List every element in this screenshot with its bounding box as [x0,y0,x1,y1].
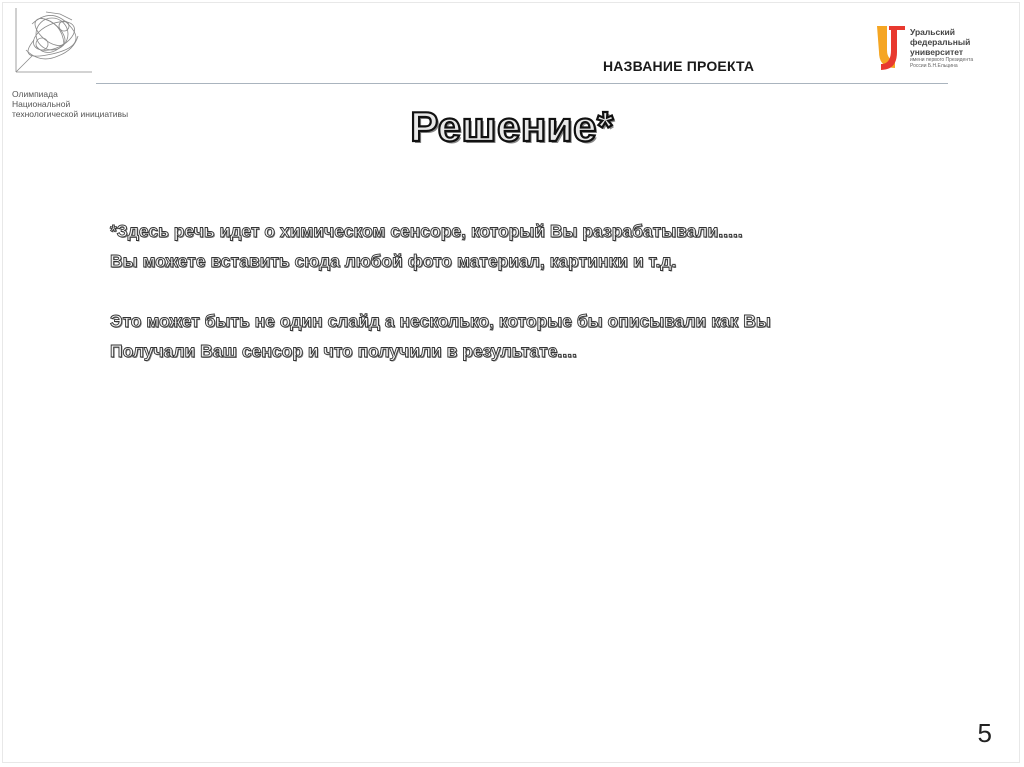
olympiad-line-2: Национальной [12,99,71,109]
body-line-3: Это может быть не один слайд а несколько, которые бы описывали как Вы [110,311,771,331]
olympiad-logo-icon [12,4,94,78]
university-caption [910,27,1010,69]
olympiad-line-3: технологической инициативы [12,109,129,119]
olympiad-line-1: Олимпиада [12,89,58,99]
header-divider [96,83,948,84]
project-title: НАЗВАНИЕ ПРОЕКТА [603,58,755,74]
body-line-4: Получали Ваш сенсор и что получили в результате.... [110,341,577,361]
university-logo-icon [875,24,907,72]
page-number: 5 [977,718,992,748]
university-line-2: федеральный [910,37,971,47]
university-line-3: университет [910,47,964,57]
university-sub-line-2: России Б.Н.Ельцина [910,63,958,69]
slide-body [110,216,990,366]
body-line-2: Вы можете вставить сюда любой фото материал, картинки и т.д. [110,251,677,271]
university-line-1: Уральский [910,27,955,37]
slide-heading: Решение* [410,103,614,150]
university-sub-line-1: имени первого Президента [910,57,974,63]
body-line-1: *Здесь речь идет о химическом сенсоре, который Вы разрабатывали..... [110,221,743,241]
